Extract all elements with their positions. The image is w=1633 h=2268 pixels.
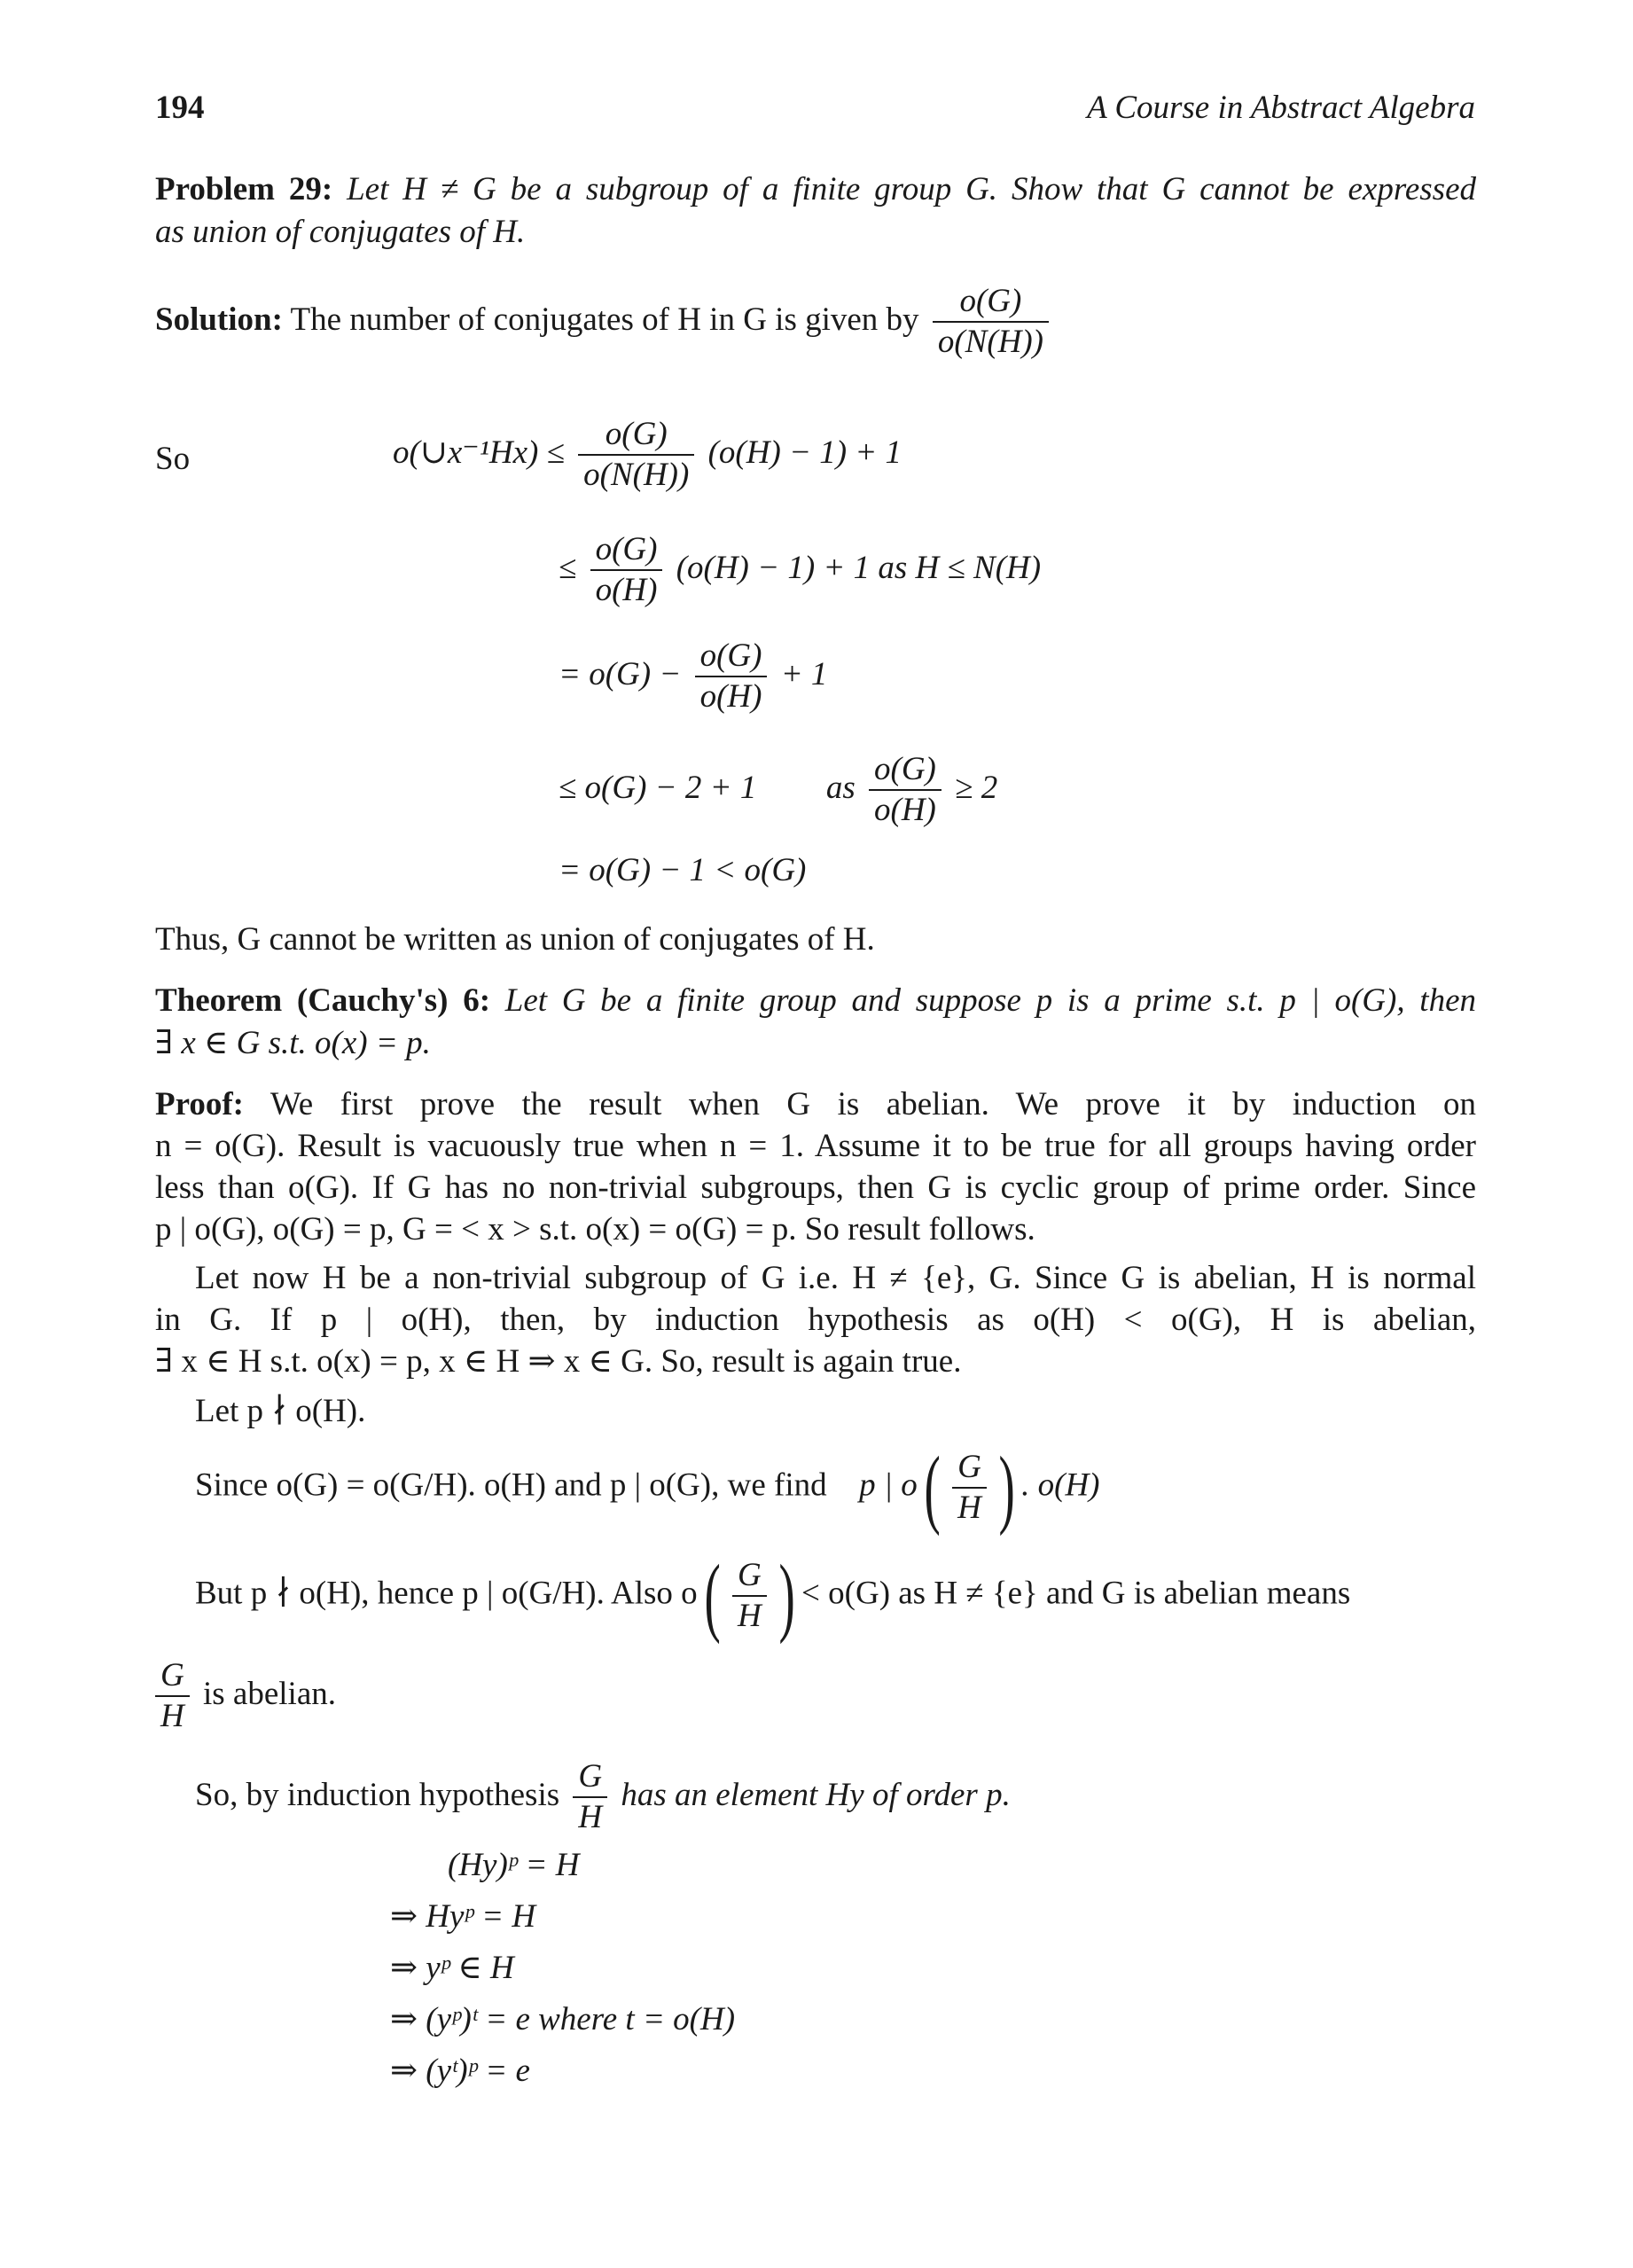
let-p-line: Let p ∤ o(H). — [195, 1393, 366, 1429]
solution-text: The number of conjugates of H in G is given by — [290, 301, 919, 338]
since-tail: . o(H) — [1021, 1466, 1100, 1504]
derivation-line-4 — [559, 750, 997, 831]
fraction-numerator: o(G) — [869, 750, 942, 791]
since-p: p | o — [859, 1466, 918, 1504]
line1-rhs: (o(H) − 1) + 1 — [707, 434, 902, 471]
line1-fraction — [578, 415, 694, 496]
line3-fraction — [695, 637, 768, 717]
proof-label: Proof: — [155, 1086, 244, 1122]
proof-paragraph-2 — [155, 1257, 1476, 1382]
fraction-numerator: o(G) — [578, 415, 694, 456]
fraction-denominator: H — [578, 1799, 603, 1836]
theorem-text-line1: Let G be a finite group and suppose p is a prime s.t. p | o(G), then — [504, 982, 1477, 1019]
page-number: 194 — [155, 90, 205, 126]
line4-as: as — [825, 769, 856, 806]
line3-rhs: + 1 — [780, 655, 828, 692]
proof-line-2: n = o(G). Result is vacuously true when n = 1. Assume it to be true for all groups having order — [155, 1128, 1476, 1164]
problem-statement — [155, 168, 1476, 254]
line2-rhs: (o(H) − 1) + 1 as H ≤ N(H) — [676, 549, 1042, 586]
solution-label: Solution: — [155, 301, 283, 338]
right-paren: ) — [998, 1438, 1015, 1537]
right-paren: ) — [778, 1546, 795, 1645]
abelian-line — [155, 1656, 336, 1737]
solution-line — [155, 282, 1054, 363]
proof-paragraph-1 — [155, 1083, 1476, 1250]
fraction-numerator: G — [952, 1448, 987, 1489]
fraction-numerator: G — [573, 1757, 607, 1798]
problem-text-line1: Let H ≠ G be a subgroup of a finite group G. Show that G cannot be expressed — [347, 171, 1476, 207]
induction-text: So, by induction hypothesis — [195, 1776, 560, 1813]
line1-lhs: o(∪x⁻¹Hx) ≤ — [393, 434, 565, 471]
but-fraction — [732, 1556, 767, 1637]
fraction-numerator: o(G) — [933, 282, 1049, 323]
line2-lead: ≤ — [559, 549, 577, 586]
proof-line-1: We first prove the result when G is abelian. We prove it by induction on — [270, 1086, 1476, 1122]
step-3: ⇒ yᵖ ∈ H — [390, 1950, 514, 1986]
proof-para2-line-1: Let now H be a non-trivial subgroup of G i.e. H ≠ {e}, G. Since G is abelian, H is normal — [195, 1260, 1476, 1296]
since-line — [195, 1438, 1100, 1537]
fraction-denominator: o(H) — [699, 678, 762, 716]
left-paren: ( — [704, 1546, 721, 1645]
induction-tail: has an element Hy of order p. — [621, 1776, 1011, 1813]
fraction-denominator: o(H) — [874, 792, 936, 829]
left-paren: ( — [924, 1438, 941, 1537]
proof-para2-line-2: in G. If p | o(H), then, by induction hypothesis as o(H) < o(G), H is abelian, — [155, 1302, 1476, 1338]
induction-fraction — [573, 1757, 607, 1838]
but-text: But p ∤ o(H), hence p | o(G/H). Also o — [195, 1575, 698, 1612]
theorem — [155, 980, 1476, 1065]
but-line — [195, 1546, 1476, 1645]
theorem-text-line2: ∃ x ∈ G s.t. o(x) = p. — [155, 1025, 431, 1062]
step-5: ⇒ (yᵗ)ᵖ = e — [390, 2053, 530, 2089]
line2-fraction — [590, 530, 663, 611]
derivation-so: So — [155, 441, 191, 477]
derivation-line-1 — [393, 415, 902, 496]
fraction-numerator: G — [155, 1656, 190, 1697]
running-title: A Course in Abstract Algebra — [1087, 90, 1475, 126]
fraction-denominator: H — [160, 1698, 184, 1735]
fraction-numerator: G — [732, 1556, 767, 1597]
fraction-numerator: o(G) — [590, 530, 663, 571]
fraction-denominator: o(N(H)) — [937, 324, 1043, 361]
since-text: Since o(G) = o(G/H). o(H) and p | o(G), we find — [195, 1466, 827, 1504]
fraction-numerator: o(G) — [695, 637, 768, 677]
line4-lhs: ≤ o(G) − 2 + 1 — [559, 769, 757, 806]
conclusion: Thus, G cannot be written as union of conjugates of H. — [155, 921, 875, 958]
fraction-denominator: o(H) — [595, 572, 658, 609]
proof-line-4: p | o(G), o(G) = p, G = < x > s.t. o(x) = o(G) = p. So result follows. — [155, 1211, 1035, 1247]
induction-line — [195, 1757, 1011, 1838]
proof-para2-line-3: ∃ x ∈ H s.t. o(x) = p, x ∈ H ⇒ x ∈ G. So, result is again true. — [155, 1343, 962, 1380]
abelian-text: is abelian. — [202, 1675, 336, 1712]
step-2: ⇒ Hyᵖ = H — [390, 1898, 536, 1935]
problem-text-line2: as union of conjugates of H. — [155, 214, 526, 251]
fraction-denominator: o(N(H)) — [583, 457, 690, 494]
derivation-line-5: = o(G) − 1 < o(G) — [559, 852, 807, 888]
fraction-denominator: H — [737, 1598, 762, 1634]
conjugate-count-fraction — [933, 282, 1049, 363]
theorem-label: Theorem (Cauchy's) 6: — [155, 982, 491, 1019]
line4-rhs: ≥ 2 — [955, 769, 998, 806]
problem-label: Problem 29: — [155, 171, 333, 207]
derivation-line-2 — [559, 530, 1041, 611]
proof-line-3: less than o(G). If G has no non-trivial subgroups, then G is cyclic group of prime order. Since — [155, 1169, 1476, 1206]
line4-fraction — [869, 750, 942, 831]
step-4: ⇒ (yᵖ)ᵗ = e where t = o(H) — [390, 2001, 736, 2037]
abelian-fraction — [155, 1656, 190, 1737]
step-1: (Hy)ᵖ = H — [448, 1847, 580, 1883]
fraction-denominator: H — [957, 1490, 981, 1526]
since-fraction — [952, 1448, 987, 1529]
derivation-line-3 — [559, 637, 827, 717]
but-tail: < o(G) as H ≠ {e} and G is abelian means — [801, 1575, 1351, 1612]
line3-lhs: = o(G) − — [559, 655, 682, 692]
